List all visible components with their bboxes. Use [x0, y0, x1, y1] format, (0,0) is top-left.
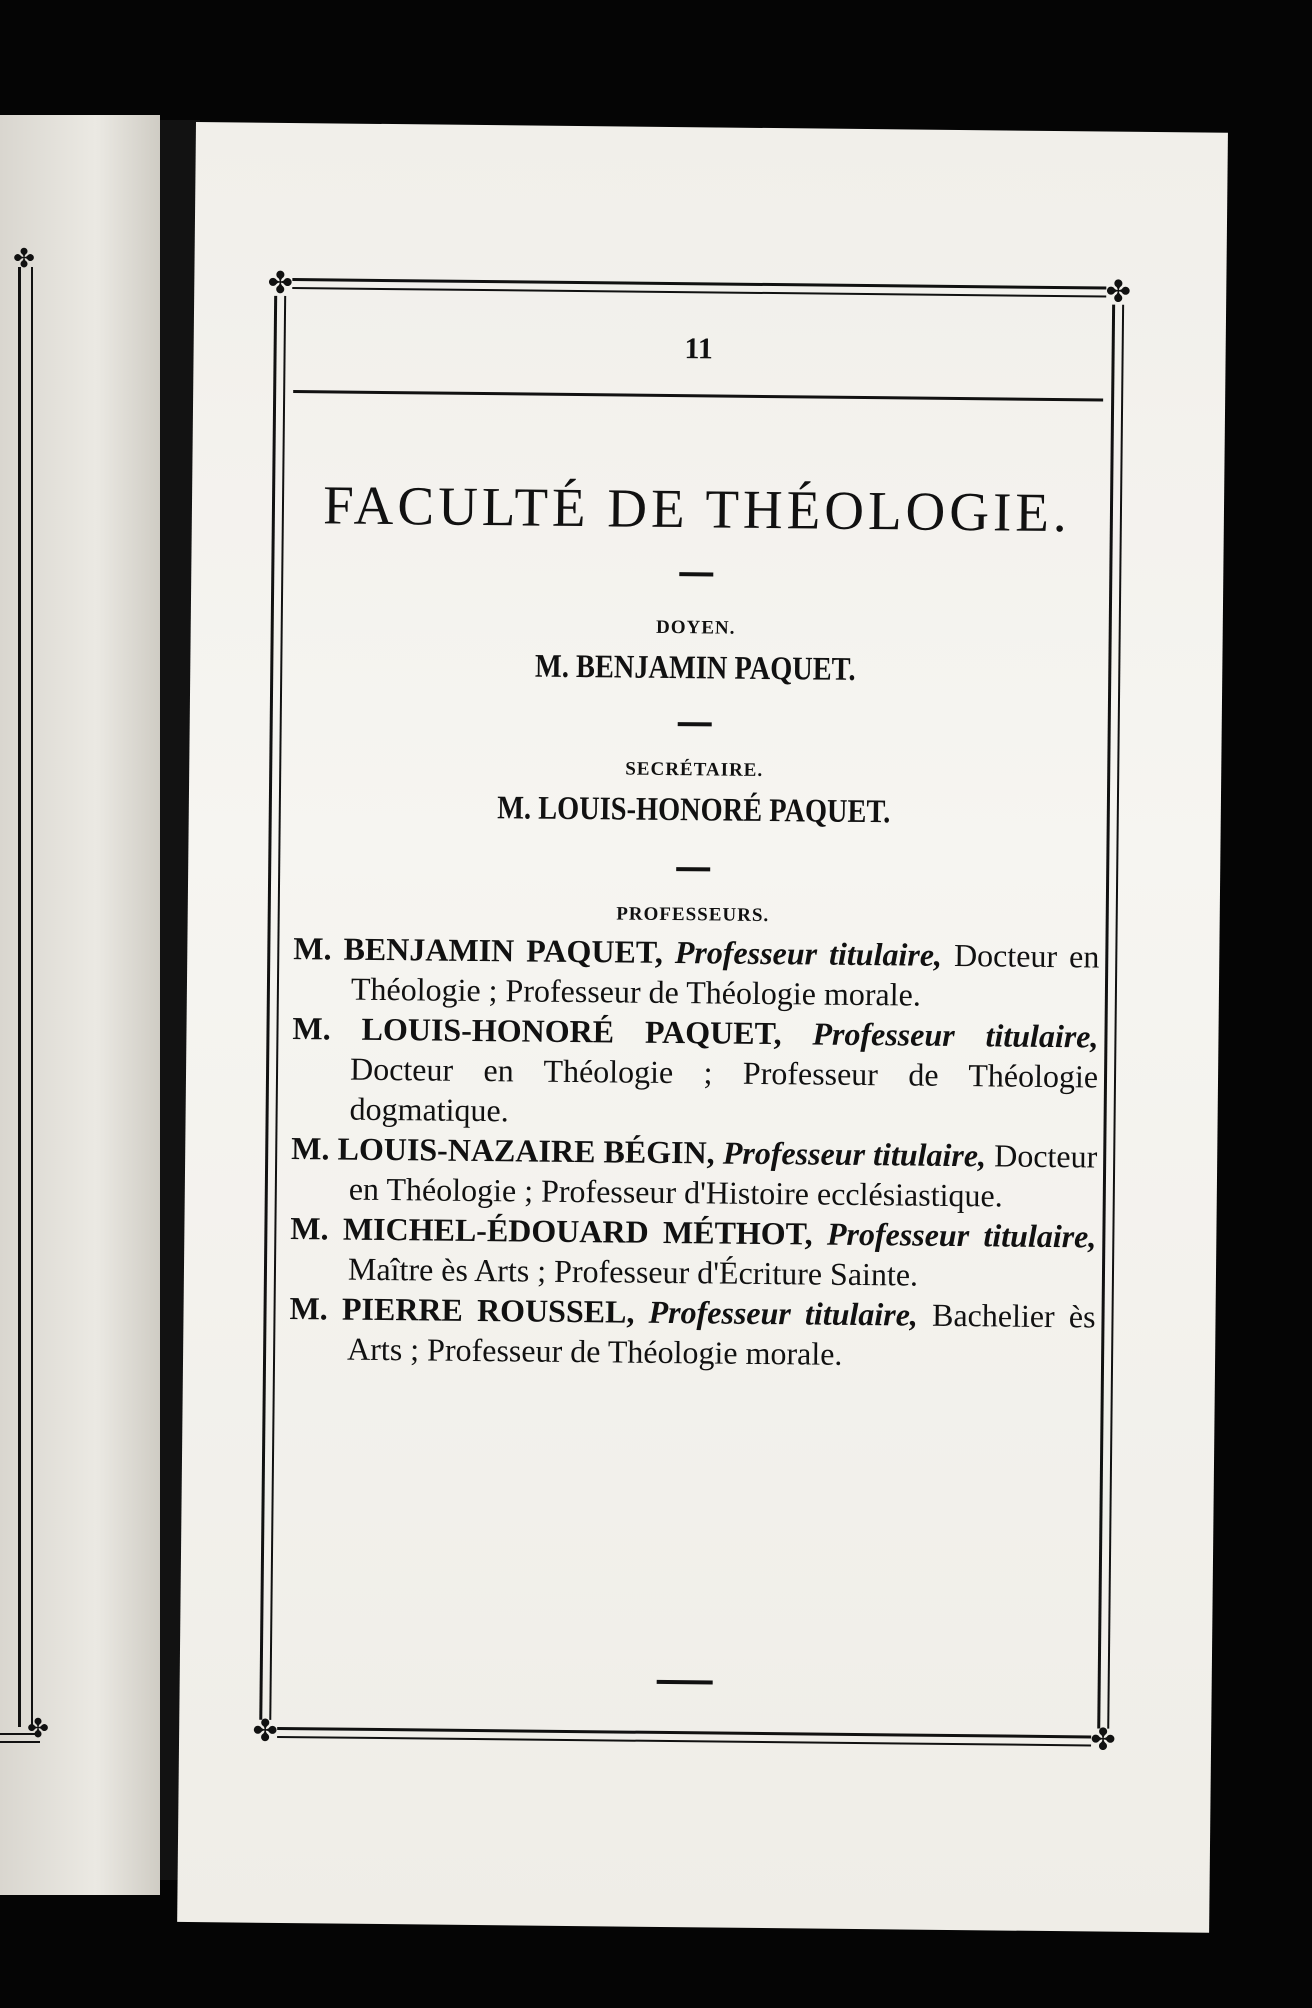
list-item — [293, 928, 1100, 1016]
doyen-label: DOYEN. — [655, 616, 736, 639]
professeur-details: Docteur en Théologie ; Professeur de Théologie dogmatique. — [349, 1050, 1099, 1129]
professeur-name: M. MICHEL-ÉDOUARD MÉTHOT, — [290, 1210, 813, 1252]
professeurs-label: PROFESSEURS. — [616, 903, 770, 927]
professeur-name: M. PIERRE ROUSSEL, — [289, 1290, 635, 1330]
corner-ornament-icon: ✤ — [27, 1714, 49, 1743]
book-page — [177, 122, 1228, 1933]
bottom-border-rule — [277, 1727, 1091, 1747]
corner-ornament-icon: ✤ — [252, 1714, 278, 1748]
list-item — [291, 1008, 1098, 1136]
list-item — [289, 1288, 1096, 1376]
corner-ornament-icon: ✤ — [1090, 1723, 1116, 1757]
separator-dash — [679, 572, 713, 576]
facing-page-edge — [0, 115, 160, 1895]
professeur-name: M. LOUIS-HONORÉ PAQUET, — [292, 1010, 782, 1052]
professeur-details: Docteur en Théologie ; Professeur de Théologie morale. — [350, 936, 1100, 1013]
professeur-details: Docteur en Théologie ; Professeur d'Histoire ecclésiastique. — [348, 1137, 1098, 1214]
professeurs-list — [289, 928, 1100, 1376]
closing-dash — [657, 1680, 713, 1685]
professeur-title: Professeur titulaire, — [722, 1134, 987, 1174]
page-number: 11 — [684, 332, 713, 366]
page-title: FACULTÉ DE THÉOLOGIE. — [322, 474, 1072, 544]
professeur-title: Professeur titulaire, — [826, 1215, 1097, 1255]
professeur-details: Bachelier ès Arts ; Professeur de Théologie morale. — [346, 1296, 1096, 1372]
secretaire-label: SECRÉTAIRE. — [625, 758, 764, 781]
professeur-title: Professeur titulaire, — [812, 1015, 1099, 1055]
separator-dash — [678, 722, 712, 726]
top-border-rule — [292, 278, 1106, 298]
secretaire-name: M. LOUIS-HONORÉ PAQUET. — [497, 790, 891, 831]
professeur-name: M. BENJAMIN PAQUET, — [293, 930, 664, 970]
separator-dash — [676, 867, 710, 871]
corner-ornament-icon: ✤ — [1105, 275, 1132, 309]
professeur-title: Professeur titulaire, — [674, 934, 943, 973]
facing-page-border — [18, 267, 33, 1727]
corner-ornament-icon: ✤ — [267, 266, 294, 301]
header-rule — [293, 390, 1103, 401]
list-item — [291, 1128, 1098, 1216]
page-frame — [249, 268, 1134, 1757]
professeur-name: M. LOUIS-NAZAIRE BÉGIN, — [291, 1130, 715, 1171]
list-item — [290, 1208, 1097, 1296]
doyen-name: M. BENJAMIN PAQUET. — [534, 648, 856, 688]
corner-ornament-icon: ✤ — [13, 244, 35, 273]
professeur-details: Maître ès Arts ; Professeur d'Écriture Sainte. — [347, 1250, 919, 1293]
professeur-title: Professeur titulaire, — [648, 1293, 919, 1333]
